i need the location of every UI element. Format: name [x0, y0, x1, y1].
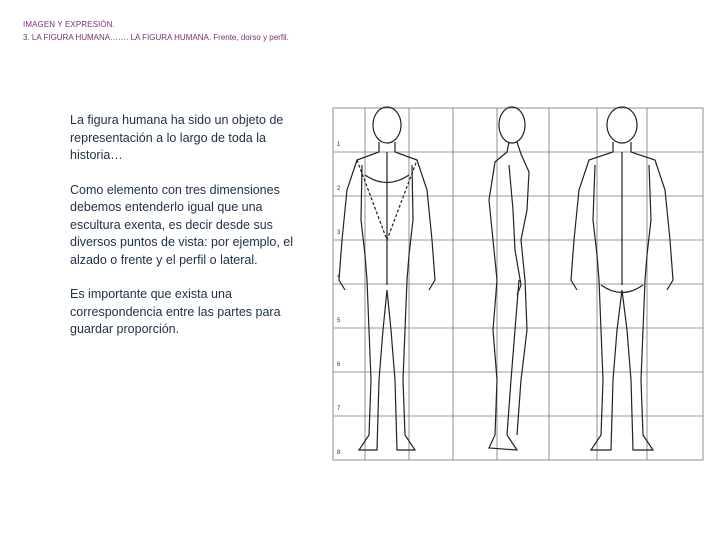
row-number: 3: [337, 230, 341, 236]
section-title: IMAGEN Y EXPRESIÓN.: [23, 20, 115, 29]
row-number: 4: [337, 274, 341, 280]
grid-row-numbers: [337, 142, 341, 456]
body-text: [70, 112, 300, 356]
paragraph-dimensions: Como elemento con tres dimensiones debemos entenderlo igual que una escultura exenta, es decir desde sus diversos puntos de vista: por ejemplo, el alzado o frente y el perfil o lateral.: [70, 182, 294, 267]
front-figure: [339, 107, 435, 450]
row-number: 7: [337, 406, 341, 412]
section-subtitle: 3. LA FIGURA HUMANA……. LA FIGURA HUMANA. Frente, dorso y perfil.: [23, 33, 289, 42]
back-figure: [571, 107, 673, 450]
proportion-grid: [333, 108, 703, 460]
paragraph-proportion: Es importante que exista una correspondencia entre las partes para guardar proporción.: [70, 287, 281, 336]
paragraph-intro: La figura humana ha sido un objeto de representación a lo largo de toda la historia…: [70, 113, 284, 162]
row-number: 6: [337, 362, 341, 368]
human-figure-illustration: [317, 80, 717, 465]
row-number: 8: [337, 450, 341, 456]
row-number: 1: [337, 142, 341, 148]
row-number: 2: [337, 186, 341, 192]
row-number: 5: [337, 318, 341, 324]
side-figure: [489, 107, 529, 450]
proportion-grid-drawing: [317, 80, 717, 465]
